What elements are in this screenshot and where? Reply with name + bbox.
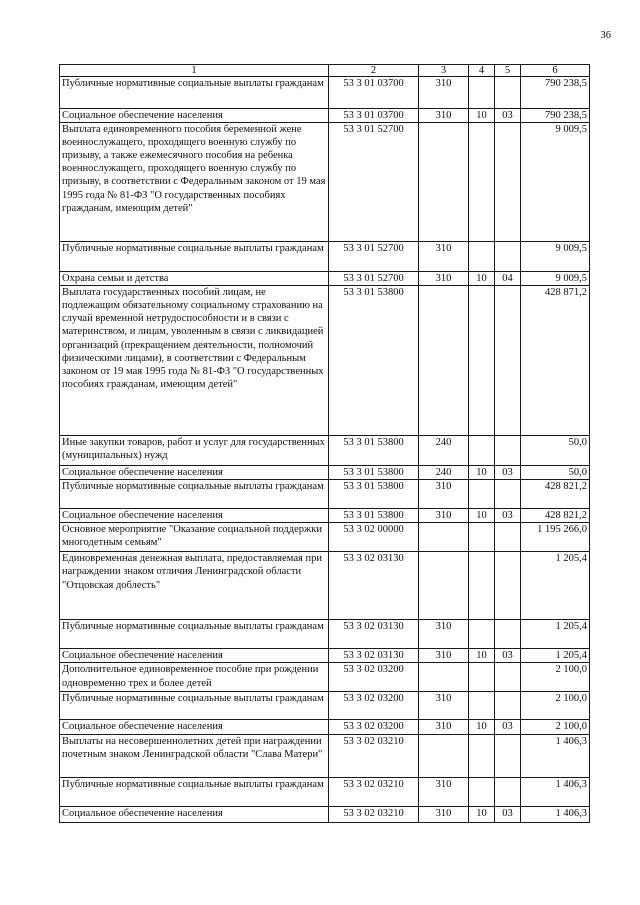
header-row xyxy=(60,65,590,77)
table-row xyxy=(60,509,590,523)
expense-type-cell: 240 xyxy=(419,436,469,466)
column-header: 2 xyxy=(329,65,419,77)
amount-cell: 2 100,0 xyxy=(521,692,590,720)
table-row xyxy=(60,480,590,509)
expense-type-cell: 310 xyxy=(419,620,469,649)
item-code-cell: 53 3 02 03130 xyxy=(329,649,419,663)
subsection-cell xyxy=(495,620,521,649)
table-row xyxy=(60,806,590,822)
section-cell xyxy=(469,620,495,649)
item-name-cell: Иные закупки товаров, работ и услуг для государственных (муниципальных) нужд xyxy=(60,436,329,466)
amount-cell: 1 406,3 xyxy=(521,777,590,806)
item-name-cell: Охрана семьи и детства xyxy=(60,272,329,286)
item-name-cell: Публичные нормативные социальные выплаты гражданам xyxy=(60,242,329,272)
section-cell: 10 xyxy=(469,109,495,123)
expense-type-cell xyxy=(419,734,469,777)
section-cell: 10 xyxy=(469,272,495,286)
table-row xyxy=(60,552,590,620)
amount-cell: 428 821,2 xyxy=(521,509,590,523)
amount-cell: 1 406,3 xyxy=(521,806,590,822)
item-code-cell: 53 3 01 53800 xyxy=(329,480,419,509)
table-row xyxy=(60,523,590,552)
section-cell: 10 xyxy=(469,466,495,480)
table-row xyxy=(60,663,590,692)
amount-cell: 1 205,4 xyxy=(521,620,590,649)
subsection-cell: 04 xyxy=(495,272,521,286)
section-cell: 10 xyxy=(469,509,495,523)
expense-type-cell xyxy=(419,123,469,242)
amount-cell: 2 100,0 xyxy=(521,663,590,692)
expense-type-cell xyxy=(419,663,469,692)
item-code-cell: 53 3 02 00000 xyxy=(329,523,419,552)
expense-type-cell: 310 xyxy=(419,480,469,509)
amount-cell: 50,0 xyxy=(521,436,590,466)
table-row xyxy=(60,242,590,272)
subsection-cell xyxy=(495,692,521,720)
item-name-cell: Выплаты на несовершеннолетних детей при награждении почетным знаком Ленинградской области "Слава Матери" xyxy=(60,734,329,777)
amount-cell: 1 406,3 xyxy=(521,734,590,777)
column-header: 6 xyxy=(521,65,590,77)
expense-type-cell: 310 xyxy=(419,509,469,523)
subsection-cell xyxy=(495,480,521,509)
item-code-cell: 53 3 02 03130 xyxy=(329,552,419,620)
amount-cell: 9 009,5 xyxy=(521,242,590,272)
item-name-cell: Выплата государственных пособий лицам, не подлежащим обязательному социальному страхованию на случай временной нетрудоспособности и в связи с материнством, и лицам, уволенным в связи с ликвидацией организаций (прекращением деятельности, полномочий физическими лицами), в соответствии с Федеральным законом от 19 мая 1995 года № 81-ФЗ "О государственных пособиях гражданам, имеющим детей" xyxy=(60,286,329,436)
amount-cell: 1 195 266,0 xyxy=(521,523,590,552)
table-row xyxy=(60,734,590,777)
section-cell xyxy=(469,123,495,242)
subsection-cell: 03 xyxy=(495,509,521,523)
amount-cell: 790 238,5 xyxy=(521,77,590,109)
column-header: 1 xyxy=(60,65,329,77)
expense-type-cell: 310 xyxy=(419,77,469,109)
section-cell xyxy=(469,777,495,806)
amount-cell: 428 821,2 xyxy=(521,480,590,509)
expense-type-cell: 310 xyxy=(419,649,469,663)
table-body xyxy=(60,77,590,823)
table-row xyxy=(60,649,590,663)
item-name-cell: Публичные нормативные социальные выплаты гражданам xyxy=(60,480,329,509)
section-cell xyxy=(469,663,495,692)
item-code-cell: 53 3 02 03210 xyxy=(329,777,419,806)
expense-type-cell: 310 xyxy=(419,692,469,720)
amount-cell: 2 100,0 xyxy=(521,720,590,734)
item-code-cell: 53 3 01 53800 xyxy=(329,509,419,523)
table-row xyxy=(60,777,590,806)
item-code-cell: 53 3 01 53800 xyxy=(329,286,419,436)
table-row xyxy=(60,466,590,480)
subsection-cell xyxy=(495,242,521,272)
item-code-cell: 53 3 01 53800 xyxy=(329,466,419,480)
item-name-cell: Социальное обеспечение населения xyxy=(60,509,329,523)
subsection-cell xyxy=(495,663,521,692)
subsection-cell xyxy=(495,523,521,552)
item-name-cell: Публичные нормативные социальные выплаты гражданам xyxy=(60,77,329,109)
item-name-cell: Основное мероприятие "Оказание социальной поддержки многодетным семьям" xyxy=(60,523,329,552)
expense-type-cell xyxy=(419,286,469,436)
expense-type-cell: 310 xyxy=(419,242,469,272)
column-header: 4 xyxy=(469,65,495,77)
amount-cell: 50,0 xyxy=(521,466,590,480)
item-name-cell: Социальное обеспечение населения xyxy=(60,649,329,663)
item-name-cell: Выплата единовременного пособия беременной жене военнослужащего, проходящего военную службу по призыву, а также ежемесячного пособия на ребенка военнослужащего, проходящего военную службу по призыву, в соответствии с Федеральным законом от 19 мая 1995 года № 81-ФЗ "О государственных пособиях гражданам, имеющим детей" xyxy=(60,123,329,242)
table-row xyxy=(60,272,590,286)
subsection-cell xyxy=(495,436,521,466)
item-name-cell: Дополнительное единовременное пособие при рождении одновременно трех и более детей xyxy=(60,663,329,692)
item-code-cell: 53 3 02 03200 xyxy=(329,720,419,734)
item-code-cell: 53 3 01 03700 xyxy=(329,77,419,109)
amount-cell: 9 009,5 xyxy=(521,123,590,242)
item-code-cell: 53 3 02 03130 xyxy=(329,620,419,649)
item-name-cell: Социальное обеспечение населения xyxy=(60,109,329,123)
subsection-cell: 03 xyxy=(495,720,521,734)
section-cell xyxy=(469,734,495,777)
expense-type-cell: 310 xyxy=(419,720,469,734)
subsection-cell: 03 xyxy=(495,649,521,663)
column-header: 3 xyxy=(419,65,469,77)
section-cell xyxy=(469,286,495,436)
expense-type-cell: 240 xyxy=(419,466,469,480)
table-row xyxy=(60,109,590,123)
section-cell: 10 xyxy=(469,720,495,734)
table-row xyxy=(60,436,590,466)
section-cell: 10 xyxy=(469,806,495,822)
item-code-cell: 53 3 01 52700 xyxy=(329,242,419,272)
expense-type-cell xyxy=(419,523,469,552)
item-code-cell: 53 3 02 03200 xyxy=(329,663,419,692)
table-row xyxy=(60,123,590,242)
subsection-cell xyxy=(495,734,521,777)
section-cell xyxy=(469,436,495,466)
item-code-cell: 53 3 02 03200 xyxy=(329,692,419,720)
table-row xyxy=(60,692,590,720)
section-cell xyxy=(469,523,495,552)
subsection-cell xyxy=(495,77,521,109)
item-code-cell: 53 3 01 03700 xyxy=(329,109,419,123)
expense-type-cell: 310 xyxy=(419,272,469,286)
subsection-cell xyxy=(495,552,521,620)
item-name-cell: Социальное обеспечение населения xyxy=(60,466,329,480)
table-row xyxy=(60,77,590,109)
amount-cell: 1 205,4 xyxy=(521,649,590,663)
item-name-cell: Публичные нормативные социальные выплаты гражданам xyxy=(60,620,329,649)
section-cell xyxy=(469,480,495,509)
amount-cell: 428 871,2 xyxy=(521,286,590,436)
subsection-cell: 03 xyxy=(495,806,521,822)
item-name-cell: Единовременная денежная выплата, предоставляемая при награждении знаком отличия Ленинградской области "Отцовская доблесть" xyxy=(60,552,329,620)
subsection-cell: 03 xyxy=(495,466,521,480)
column-header: 5 xyxy=(495,65,521,77)
expense-type-cell: 310 xyxy=(419,806,469,822)
item-name-cell: Социальное обеспечение населения xyxy=(60,806,329,822)
budget-table xyxy=(59,64,590,823)
table-row xyxy=(60,720,590,734)
subsection-cell xyxy=(495,286,521,436)
section-cell xyxy=(469,692,495,720)
item-name-cell: Публичные нормативные социальные выплаты гражданам xyxy=(60,692,329,720)
item-code-cell: 53 3 01 52700 xyxy=(329,272,419,286)
item-code-cell: 53 3 02 03210 xyxy=(329,806,419,822)
subsection-cell: 03 xyxy=(495,109,521,123)
item-code-cell: 53 3 01 53800 xyxy=(329,436,419,466)
subsection-cell xyxy=(495,777,521,806)
table-row xyxy=(60,620,590,649)
item-name-cell: Социальное обеспечение населения xyxy=(60,720,329,734)
amount-cell: 790 238,5 xyxy=(521,109,590,123)
amount-cell: 1 205,4 xyxy=(521,552,590,620)
table-row xyxy=(60,286,590,436)
item-name-cell: Публичные нормативные социальные выплаты гражданам xyxy=(60,777,329,806)
item-code-cell: 53 3 02 03210 xyxy=(329,734,419,777)
expense-type-cell xyxy=(419,552,469,620)
expense-type-cell: 310 xyxy=(419,777,469,806)
section-cell xyxy=(469,77,495,109)
section-cell: 10 xyxy=(469,649,495,663)
expense-type-cell: 310 xyxy=(419,109,469,123)
section-cell xyxy=(469,552,495,620)
amount-cell: 9 009,5 xyxy=(521,272,590,286)
item-code-cell: 53 3 01 52700 xyxy=(329,123,419,242)
page-number: 36 xyxy=(600,30,611,41)
subsection-cell xyxy=(495,123,521,242)
section-cell xyxy=(469,242,495,272)
